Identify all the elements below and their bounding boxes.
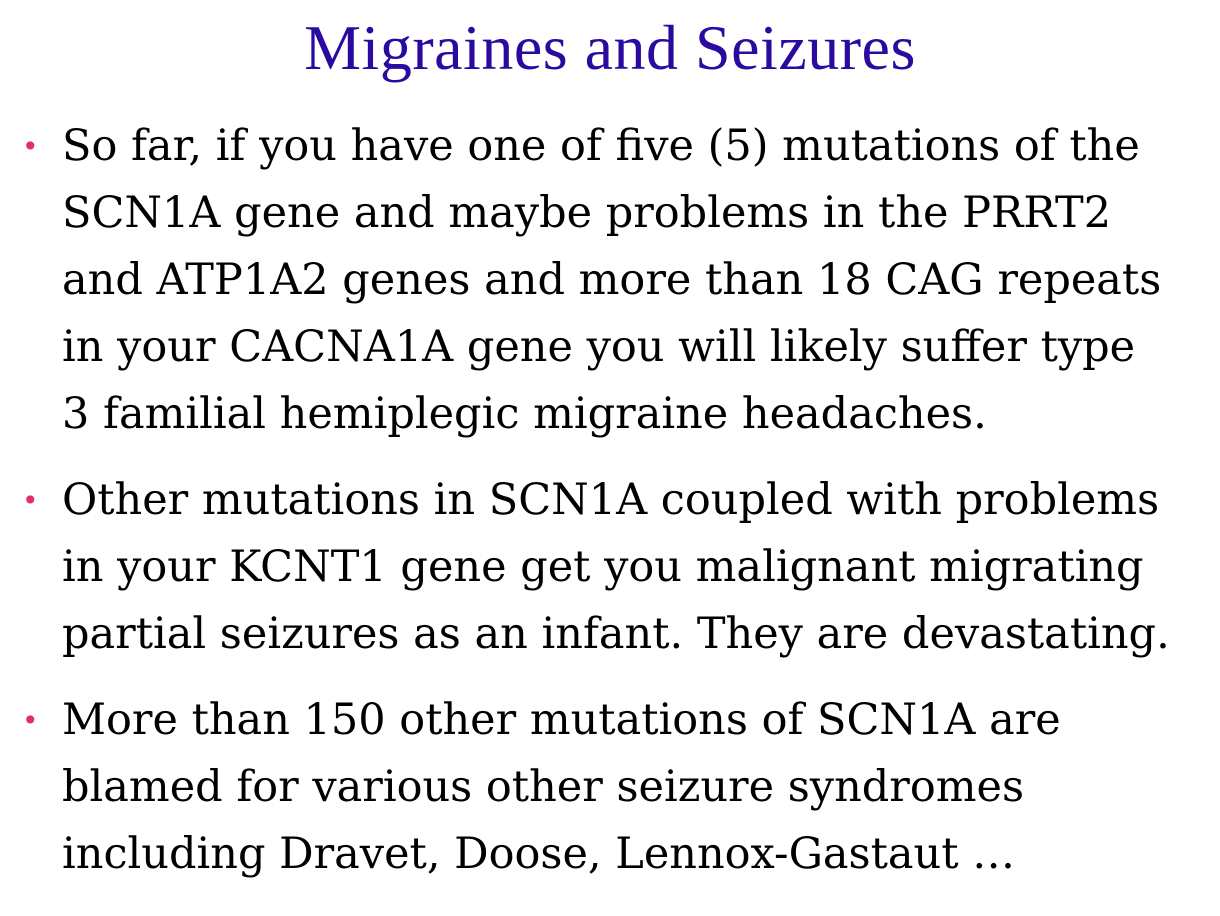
bullet-item-2 (0, 467, 1220, 668)
bullet-2-line-1: Other mutations in SCN1A coupled with problems (62, 475, 1160, 525)
bullet-list (0, 113, 1220, 888)
bullet-2-line-2: in your KCNT1 gene get you malignant migrating (62, 542, 1144, 592)
bullet-1-line-4: in your CACNA1A gene you will likely suffer type (62, 322, 1136, 372)
bullet-item-3 (0, 687, 1220, 888)
bullet-1-line-2: SCN1A gene and maybe problems in the PRRT2 (62, 188, 1112, 238)
bullet-icon: • (22, 484, 39, 517)
bullet-3-line-3: including Dravet, Doose, Lennox-Gastaut … (62, 829, 1016, 879)
slide-title: Migraines and Seizures (304, 12, 916, 83)
bullet-1-line-3: and ATP1A2 genes and more than 18 CAG repeats (62, 255, 1162, 305)
bullet-3-line-2: blamed for various other seizure syndromes (62, 762, 1025, 812)
bullet-2-line-3: partial seizures as an infant. They are devastating. (62, 609, 1170, 659)
bullet-3-line-1: More than 150 other mutations of SCN1A are (62, 695, 1061, 745)
bullet-icon: • (22, 704, 39, 737)
bullet-icon: • (22, 130, 39, 163)
bullet-1-line-5: 3 familial hemiplegic migraine headaches. (62, 389, 987, 439)
bullet-item-1 (0, 113, 1220, 448)
bullet-1-line-1: So far, if you have one of five (5) mutations of the (62, 121, 1140, 171)
